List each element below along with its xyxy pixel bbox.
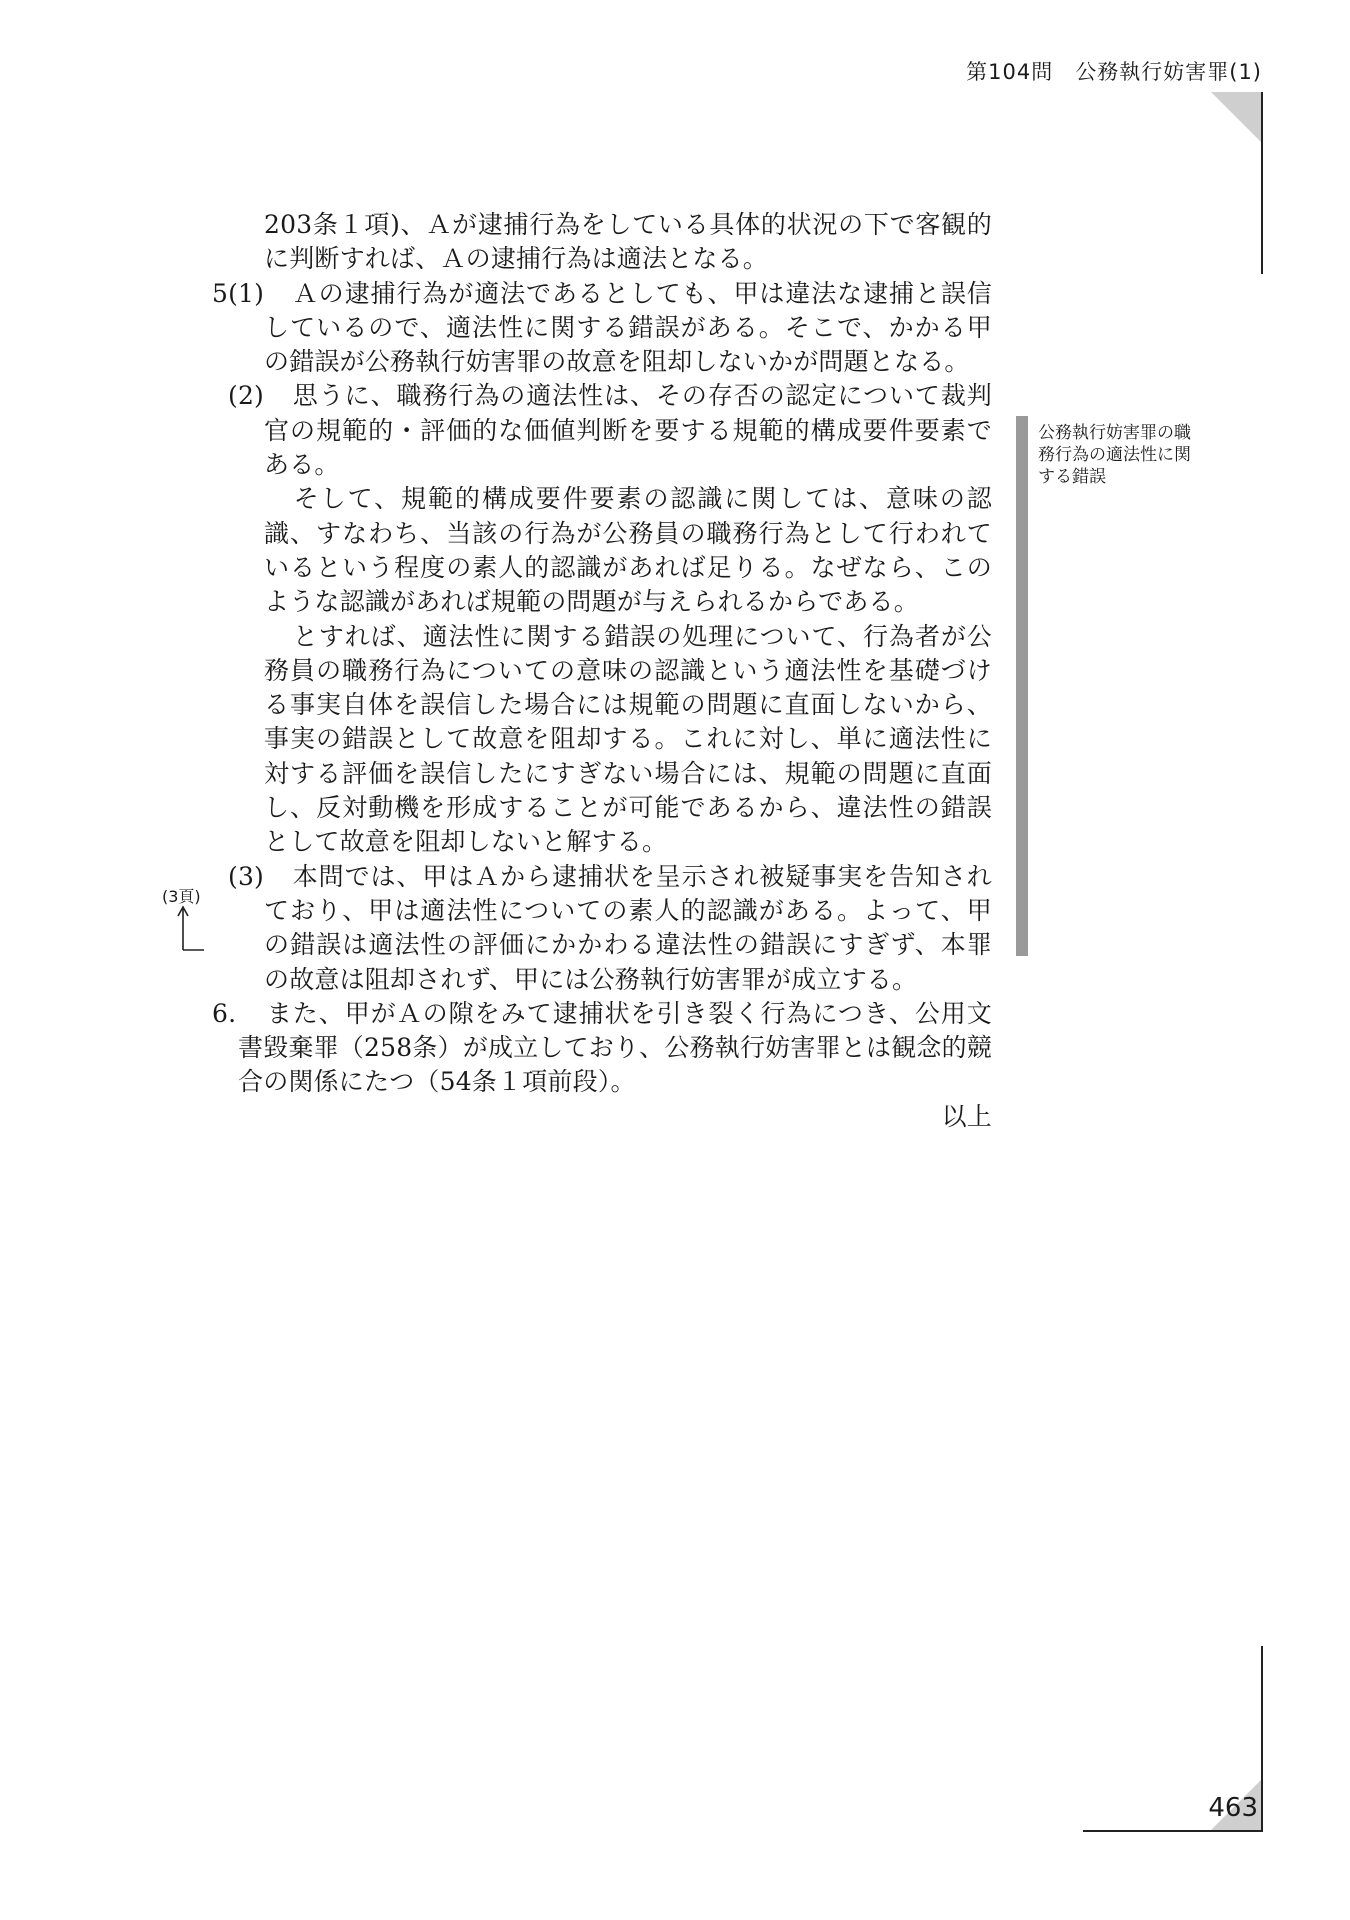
running-head [966,56,1262,86]
paragraph-5-2 [228,379,992,482]
paragraph-text: 思うに、職務行為の適法性は、その存否の認定について裁判官の規範的・評価的な価値判断を要する規範的構成要件要素である。 [264,381,992,480]
margin-note: 公務執行妨害罪の職務行為の適法性に関する錯誤 [1038,423,1191,487]
page-number-rule [1083,1830,1263,1832]
corner-rule-top [1261,92,1263,274]
paragraph-continuation [264,208,992,277]
paragraph-text: また、甲がＡの隙をみて逮捕状を引き裂く行為につき、公用文書毀棄罪（258条）が成立しており、公務執行妨害罪とは観念的競合の関係にたつ（54条１項前段）。 [238,998,992,1097]
corner-tab-top [1211,92,1261,142]
paragraph-text: とすれば、適法性に関する錯誤の処理について、行為者が公務員の職務行為についての意味の認識という適法性を基礎づける事実自体を誤信した場合には規範の問題に直面しないから、事実の錯誤として故意を阻却する。これに対し、単に適法性に対する評価を誤信したにすぎない場合には、規範の問題に直面し、反対動機を形成することが可能であるから、違法性の錯誤として故意を阻却しないと解する。 [264,621,992,857]
paragraph-5-3 [228,860,992,997]
paragraph-text: 本問では、甲はＡから逮捕状を呈示され被疑事実を告知されており、甲は適法性についての素人的認識がある。よって、甲の錯誤は適法性の評価にかかわる違法性の錯誤にすぎず、本罪の故意は阻却されず、甲には公務執行妨害罪が成立する。 [264,861,992,994]
item-number: (2) [228,381,265,411]
paragraph-text: そして、規範的構成要件要素の認識に関しては、意味の認識、すなわち、当該の行為が公務員の職務行為として行われているという程度の素人的認識があれば足りる。なぜなら、このような認識があれば規範の問題が与えられるからである。 [264,484,992,617]
margin-highlight-bar [1016,416,1028,956]
corner-rule-bottom [1261,1646,1263,1832]
paragraph-5-2-c [264,620,992,860]
body-text [212,208,992,1134]
chapter-title: 公務執行妨害罪(1) [1075,60,1262,84]
paragraph-5-1 [212,277,992,380]
reference-arrow-icon [176,904,206,956]
chapter-number: 第104問 [966,60,1054,84]
page-reference-label: (3頁) [162,887,201,906]
page-number: 463 [1208,1793,1258,1823]
item-number: 5(1) [212,278,265,308]
paragraph-6 [212,997,992,1100]
paragraph-text: 203条１項)、Ａが逮捕行為をしている具体的状況の下で客観的に判断すれば、Ａの逮捕行為は適法となる。 [264,210,992,274]
closing-mark: 以上 [941,1101,992,1131]
paragraph-5-2-b [264,482,992,619]
paragraph-text: Ａの逮捕行為が適法であるとしても、甲は違法な逮捕と誤信しているので、適法性に関する錯誤がある。そこで、かかる甲の錯誤が公務執行妨害罪の故意を阻却しないかが問題となる。 [264,278,992,377]
item-number: 6. [212,998,237,1028]
item-number: (3) [228,861,265,891]
